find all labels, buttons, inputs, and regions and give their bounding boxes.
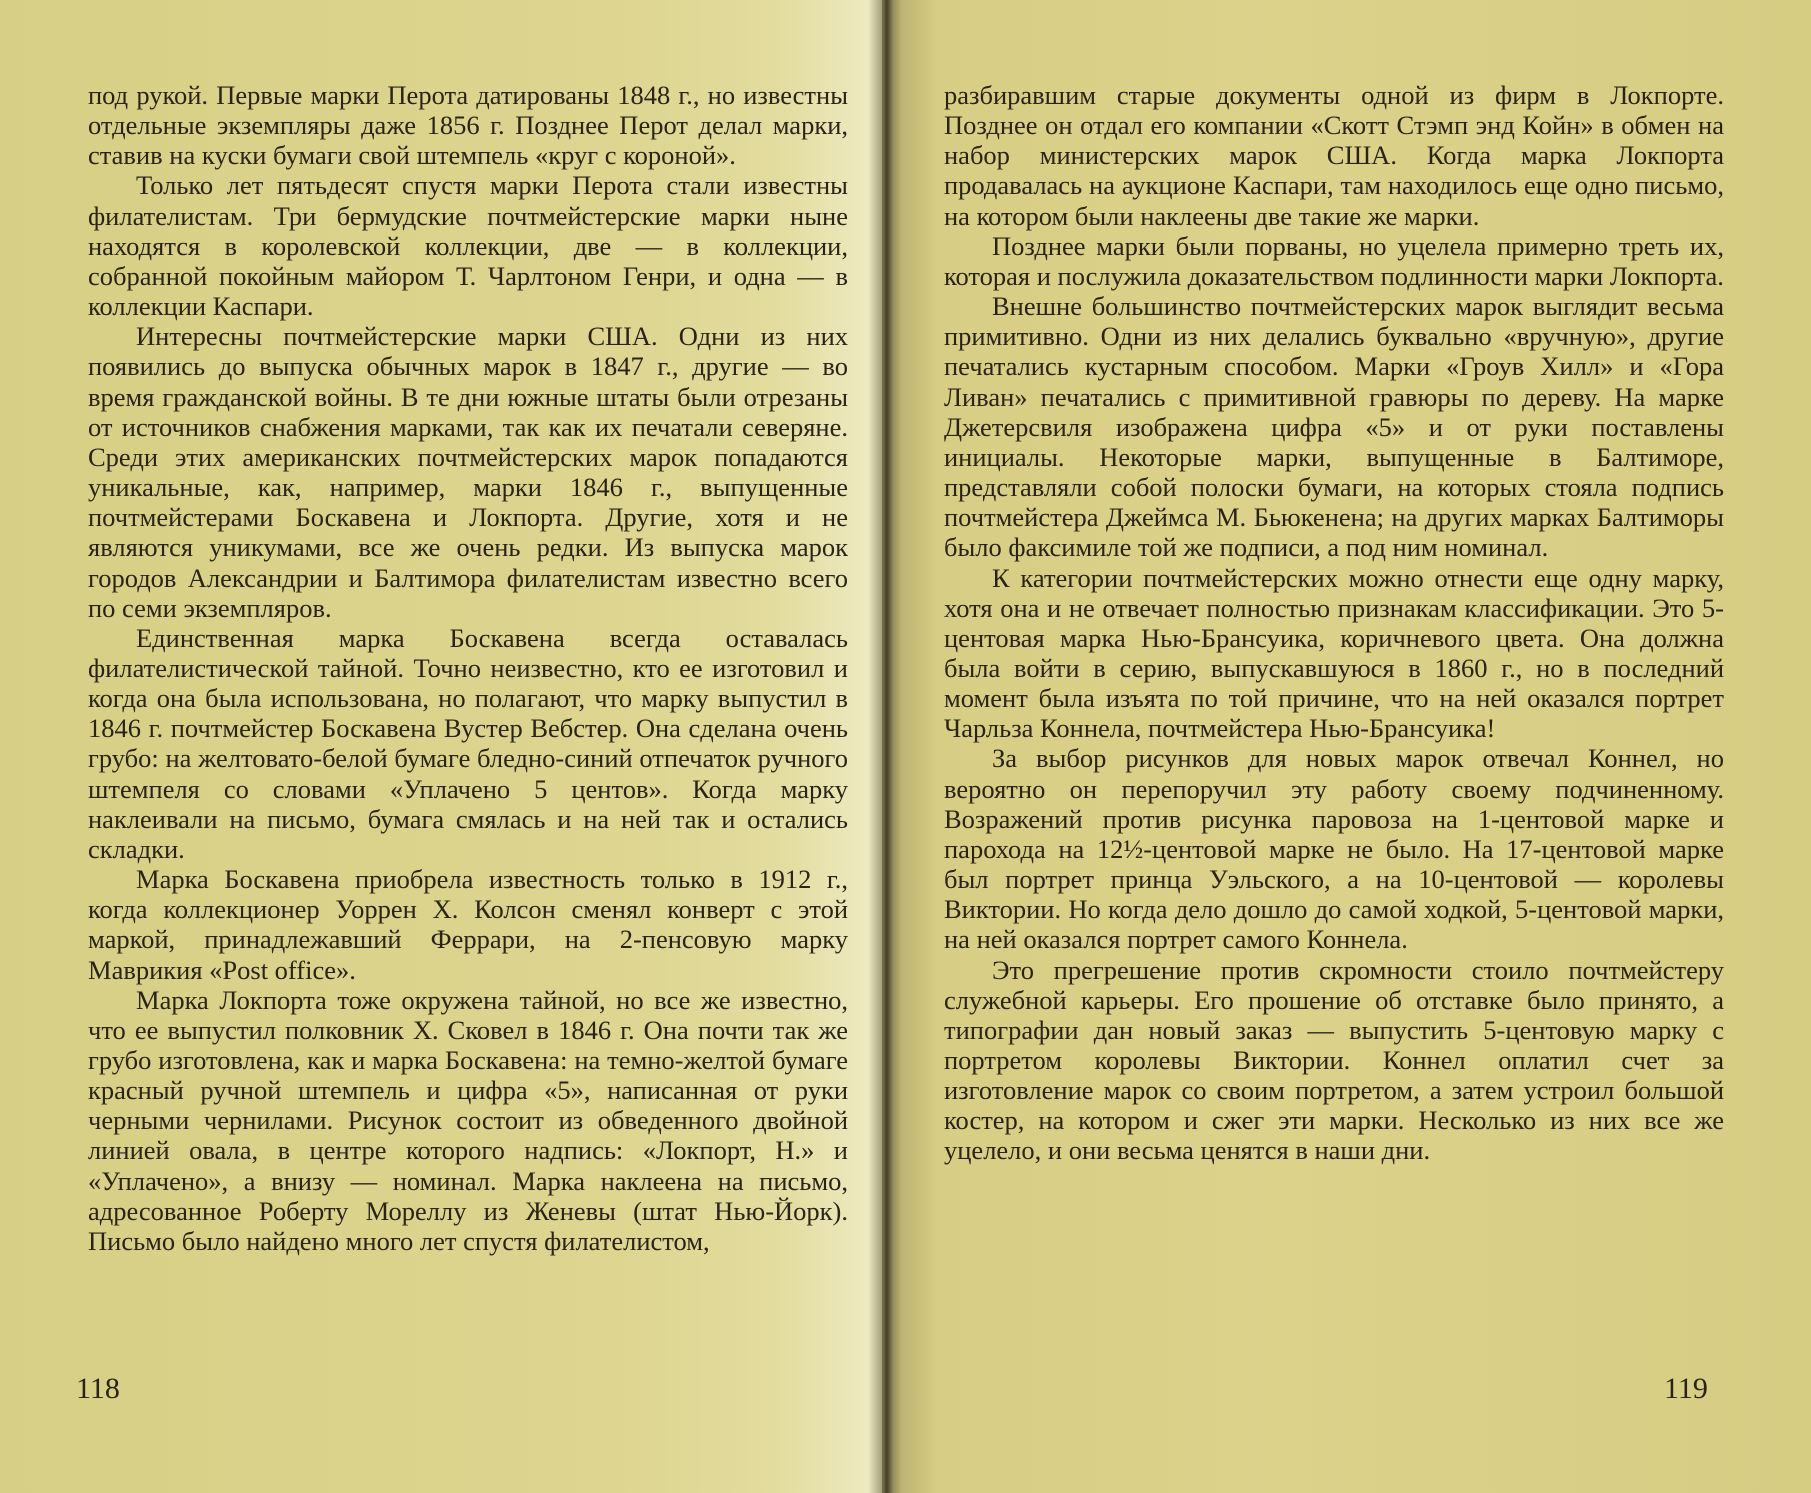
paragraph: Внешне большинство почтмейстерских марок выглядит весьма примитивно. Одни из них делались буквально «вручную», другие печатались кустарным способом. Марки «Гроув Хилл» и «Гора Ливан» печатались с примитивной гравюры по дереву. На марке Джетерсвиля изображена цифра «5» и от руки поставлены инициалы. Некоторые марки, выпущенные в Балтиморе, представляли собой полоски бумаги, на которых стояла подпись почтмейстера Джеймса М. Бьюкенена; на других марках Балтиморы было факсимиле той же подписи, а под ним номинал. <box>944 291 1724 563</box>
book-gutter-shadow <box>868 0 902 1493</box>
page-number: 118 <box>76 1372 120 1405</box>
paragraph: Позднее марки были порваны, но уцелела примерно треть их, которая и послужила доказательством подлинности марки Локпорта. <box>944 230 1724 291</box>
paragraph: За выбор рисунков для новых марок отвечал Коннел, но вероятно он перепоручил эту работу своему подчиненному. Возражений против рисунка паровоза на 1-центовой марке и парохода на 12½-центовой марке не было. На 17-центовой марке был портрет принца Уэльского, а на 10-центовой — королевы Виктории. Но когда дело дошло до самой ходкой, 5-центовой марки, на ней оказался портрет самого Коннела. <box>944 743 1724 955</box>
paragraph: Марка Локпорта тоже окружена тайной, но все же известно, что ее выпустил полковник Х. Сковел в 1846 г. Она почти так же грубо изготовлена, как и марка Боскавена: на темно-желтой бумаге красный ручной штемпель и цифра «5», написанная от руки черными чернилами. Рисунок состоит из обведенного двойной линией овала, в центре которого надпись: «Локпорт, Н.» и «Уплачено», а внизу — номинал. Марка наклеена на письмо, адресованное Роберту Мореллу из Женевы (штат Нью-Йорк). Письмо было найдено много лет спустя филателистом, <box>88 984 848 1256</box>
page-number: 119 <box>1664 1372 1708 1405</box>
paragraph: Это прегрешение против скромности стоило почтмейстеру служебной карьеры. Его прошение об отставке было принято, а типографии дан новый заказ — выпустить 5-центовую марку с портретом королевы Виктории. Коннел оплатил счет за изготовление марок со своим портретом, а затем устроил большой костер, на котором и сжег эти марки. Несколько из них все же уцелело, и они весьма ценятся в наши дни. <box>944 954 1724 1166</box>
left-page-text <box>88 80 848 1256</box>
right-page <box>882 0 1811 1493</box>
paragraph: под рукой. Первые марки Перота датированы 1848 г., но известны отдельные экземпляры даже 1856 г. Позднее Перот делал марки, ставив на куски бумаги свой штемпель «круг с короной». <box>88 80 848 171</box>
paragraph: Только лет пятьдесят спустя марки Перота стали известны филателистам. Три бермудские почтмейстерские марки ныне находятся в королевской коллекции, две — в коллекции, собранной покойным майором Т. Чарлтоном Генри, и одна — в коллекции Каспари. <box>88 170 848 322</box>
left-page <box>0 0 882 1493</box>
paragraph: Интересны почтмейстерские марки США. Одни из них появились до выпуска обычных марок в 1847 г., другие — во время гражданской войны. В те дни южные штаты были отрезаны от источников снабжения марками, так как их печатали северяне. Среди этих американских почтмейстерских марок попадаются уникальные, как, например, марки 1846 г., выпущенные почтмейстерами Боскавена и Локпорта. Другие, хотя и не являются уникумами, все же очень редки. Из выпуска марок городов Александрии и Балтимора филателистам известно всего по семи экземпляров. <box>88 321 848 623</box>
right-page-text <box>944 80 1724 1166</box>
paragraph: разбиравшим старые документы одной из фирм в Локпорте. Позднее он отдал его компании «Скотт Стэмп энд Койн» в обмен на набор министерских марок США. Когда марка Локпорта продавалась на аукционе Каспари, там находилось еще одно письмо, на котором были наклеены две такие же марки. <box>944 80 1724 231</box>
paragraph: Единственная марка Боскавена всегда оставалась филателистической тайной. Точно неизвестно, кто ее изготовил и когда она была использована, но полагают, что марку выпустил в 1846 г. почтмейстер Боскавена Вустер Вебстер. Она сделана очень грубо: на желтовато-белой бумаге бледно-синий отпечаток ручного штемпеля со словами «Уплачено 5 центов». Когда марку наклеивали на письмо, бумага смялась и на ней так и остались складки. <box>88 622 848 864</box>
paragraph: Марка Боскавена приобрела известность только в 1912 г., когда коллекционер Уоррен Х. Колсон сменял конверт с этой маркой, принадлежавший Феррари, на 2-пенсовую марку Маврикия «Post office». <box>88 864 848 985</box>
paragraph: К категории почтмейстерских можно отнести еще одну марку, хотя она и не отвечает полностью признакам классификации. Это 5-центовая марка Нью-Брансуика, коричневого цвета. Она должна была войти в серию, выпускавшуюся в 1860 г., но в последний момент была изъята по той причине, что на ней оказался портрет Чарльза Коннела, почтмейстера Нью-Брансуика! <box>944 562 1724 744</box>
